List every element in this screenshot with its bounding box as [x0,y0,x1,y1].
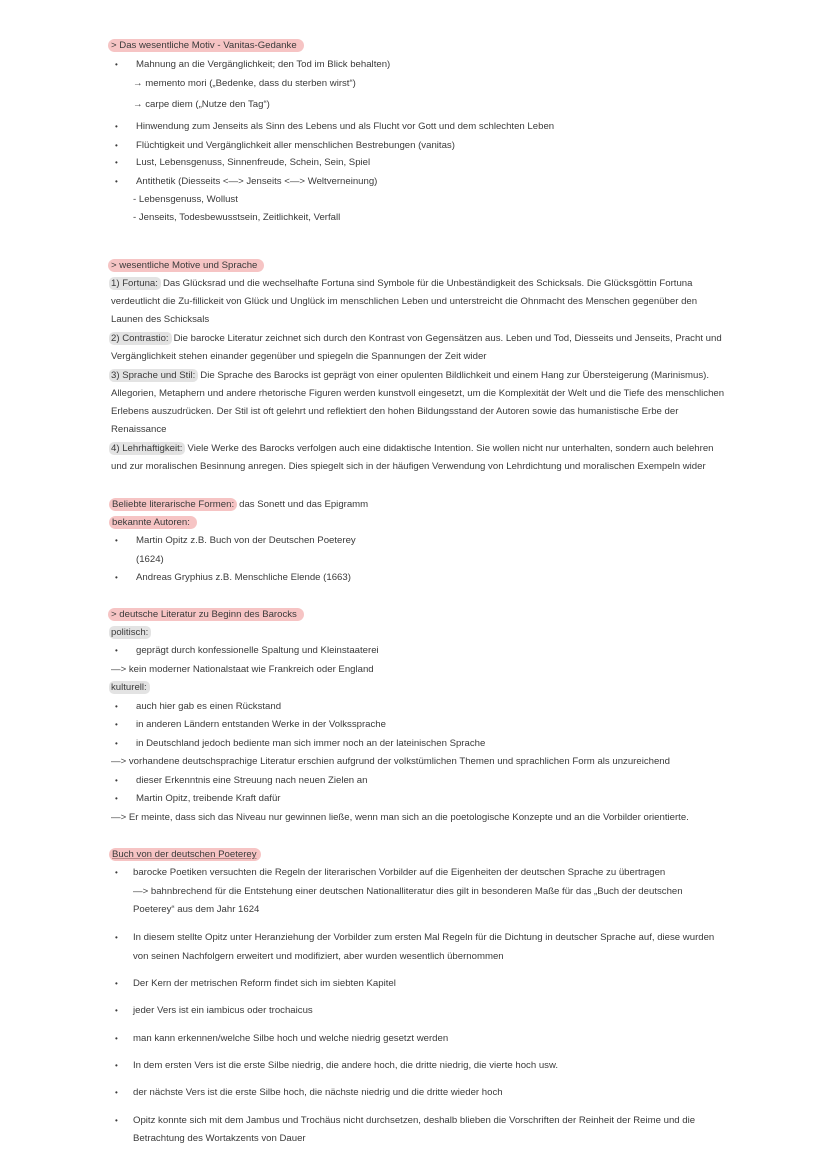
arrow-line: —> bahnbrechend für die Entstehung einer deutschen Nationalliteratur dies gilt in besonderen Maße für das „Buch der deutschen [133,886,683,897]
kulturell-label: kulturell: [109,681,150,694]
paragraph-text: Die barocke Literatur zeichnet sich durch den Kontrast von Gegensätzen aus. Leben und Tod, Diesseits und Jenseits, Pracht und [173,333,722,344]
bullet-item: • Martin Opitz, treibende Kraft dafür [114,792,724,806]
bullet-item: • in Deutschland jedoch bediente man sich immer noch an der lateinischen Sprache [114,737,724,751]
bullet-item: • in anderen Ländern entstanden Werke in der Volkssprache [114,718,724,732]
section-heading [109,848,724,862]
contrastio-label: 2) Contrastio: [109,332,172,345]
autoren-line [109,516,724,530]
bullet-item: • Der Kern der metrischen Reform findet sich im siebten Kapitel [114,977,724,991]
section-heading [108,39,724,53]
sprache-stil-label: 3) Sprache und Stil: [109,369,198,382]
section-heading [108,608,724,622]
formen-line [109,498,724,512]
paragraph-line: Vergänglichkeit stehen einander gegenüber und spiegeln die Spannungen der Zeit wider [111,351,487,362]
heading-highlight: > deutsche Literatur zu Beginn des Barocks [108,608,304,621]
bullet-item: • Flüchtigkeit und Vergänglichkeit aller menschlichen Bestrebungen (vanitas) [114,139,724,153]
formen-label: Beliebte literarische Formen: [109,498,237,511]
section-heading [108,259,724,273]
continuation-line: Poeterey“ aus dem Jahr 1624 [133,904,260,915]
paragraph-line [109,369,724,383]
paragraph-text: Das Glücksrad und die wechselhafte Fortuna sind Symbole für die Unbeständigkeit des Schicksals. Die Glücksgöttin Fortuna [162,278,693,289]
continuation-line: (1624) [136,554,164,565]
bullet-item: • In dem ersten Vers ist die erste Silbe niedrig, die andere hoch, die dritte niedrig, die vierte hoch usw. [114,1059,724,1073]
formen-value: das Sonett und das Epigramm [239,499,369,510]
heading-highlight: > Das wesentliche Motiv - Vanitas-Gedanke [108,39,304,52]
paragraph-line: und zur moralischen Besinnung anregen. Dies spiegelt sich in der häufigen Verwendung von Lehrdichtung und moralischen Exempeln wider [111,461,706,472]
fortuna-label: 1) Fortuna: [109,277,161,290]
paragraph-line [109,442,724,456]
paragraph-line: Launen des Schicksals [111,314,210,325]
bullet-item: • man kann erkennen/welche Silbe hoch und welche niedrig gesetzt werden [114,1032,724,1046]
bullet-item: • Mahnung an die Vergänglichkeit; den Tod im Blick behalten) [114,58,724,72]
politisch-label: politisch: [109,626,151,639]
autoren-label: bekannte Autoren: [109,516,197,529]
bullet-item: • Andreas Gryphius z.B. Menschliche Elende (1663) [114,571,724,585]
bullet-item: • der nächste Vers ist die erste Silbe hoch, die nächste niedrig und die dritte wieder hoch [114,1086,724,1100]
bullet-item: • geprägt durch konfessionelle Spaltung und Kleinstaaterei [114,644,724,658]
paragraph-line [109,332,724,346]
arrow-line: → memento mori („Bedenke, dass du sterben wirst“) [133,78,356,89]
bullet-item: • Hinwendung zum Jenseits als Sinn des Lebens und als Flucht vor Gott und dem schlechten Leben [114,120,724,134]
paragraph-line [109,277,724,291]
arrow-line: → carpe diem („Nutze den Tag“) [133,99,270,110]
arrow-line: —> kein moderner Nationalstaat wie Frankreich oder England [111,664,374,675]
paragraph-line: Renaissance [111,424,167,435]
arrow-line: —> Er meinte, dass sich das Niveau nur gewinnen ließe, wenn man sich an die poetologische Konzepte und an die Vorbilder orientierte. [111,812,689,823]
paragraph-line: Erlebens auszudrücken. Der Stil ist oft gelehrt und reflektiert den hohen Bildungsstand der Autoren sowie das humanistische Erbe der [111,406,679,417]
bullet-item: • jeder Vers ist ein iambicus oder trochaicus [114,1004,724,1018]
lehrhaftigkeit-label: 4) Lehrhaftigkeit: [109,442,185,455]
heading-highlight: Buch von der deutschen Poeterey [109,848,261,861]
continuation-line: von seinen Nachfolgern erweitert und modifiziert, aber wurden wesentlich übernommen [133,951,504,962]
paragraph-text: Viele Werke des Barocks verfolgen auch eine didaktische Intention. Sie wollen nicht nur unterhalten, sondern auch belehren [187,443,714,454]
paragraph-line: Allegorien, Metaphern und andere rhetorische Figuren werden kunstvoll eingesetzt, um die Komplexität der Welt und die Tiefe des menschlichen [111,388,724,399]
politisch-line [109,626,724,640]
bullet-item: • Opitz konnte sich mit dem Jambus und Trochäus nicht durchsetzen, deshalb blieben die Vorschriften der Reinheit der Reime und die [114,1114,724,1128]
kulturell-line [109,681,724,695]
paragraph-line: verdeutlicht die Zu-fillickeit von Glück und Unglück im menschlichen Leben und unterstreicht die Ohnmacht des Menschen gegenüber den [111,296,698,307]
paragraph-text: Die Sprache des Barocks ist geprägt von einer opulenten Bildlichkeit und einem Hang zur Übersteigerung (Marinismus). [200,370,709,381]
bullet-item: • Lust, Lebensgenuss, Sinnenfreude, Schein, Sein, Spiel [114,156,724,170]
bullet-item: • auch hier gab es einen Rückstand [114,700,724,714]
dash-subitem: - Jenseits, Todesbewusstsein, Zeitlichkeit, Verfall [133,212,341,223]
bullet-item: • Martin Opitz z.B. Buch von der Deutschen Poeterey [114,534,724,548]
bullet-item: • dieser Erkenntnis eine Streuung nach neuen Zielen an [114,774,724,788]
bullet-item: • barocke Poetiken versuchten die Regeln der literarischen Vorbilder auf die Eigenheiten der deutschen Sprache zu übertragen [114,866,724,880]
bullet-item: • In diesem stellte Opitz unter Heranziehung der Vorbilder zum ersten Mal Regeln für die Dichtung in deutscher Sprache auf, diese wurden [114,931,724,945]
continuation-line: Betrachtung des Wortakzents von Dauer [133,1133,306,1144]
bullet-item: • Antithetik (Diesseits <—> Jenseits <—> Weltverneinung) [114,175,724,189]
heading-highlight: > wesentliche Motive und Sprache [108,259,264,272]
dash-subitem: - Lebensgenuss, Wollust [133,194,238,205]
arrow-line: —> vorhandene deutschsprachige Literatur erschien aufgrund der volkstümlichen Themen und sprachlichen Form als unzureichend [111,756,670,767]
